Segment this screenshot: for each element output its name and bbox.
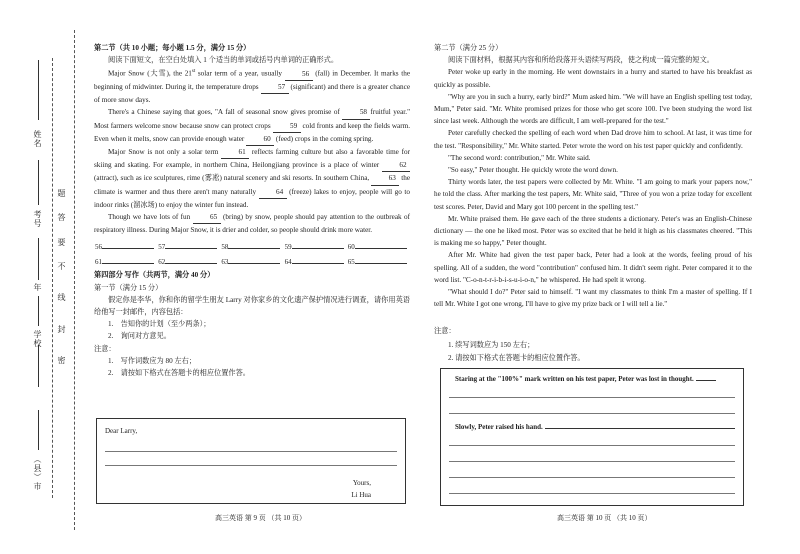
letter-answer-box[interactable]	[96, 418, 406, 504]
writing-line[interactable]	[105, 451, 397, 452]
answer-slot[interactable]: 58	[220, 239, 283, 254]
instruction: 阅读下面材料，根据其内容和所给段落开头语续写两段，使之构成一篇完整的短文。	[448, 56, 714, 65]
writing-line[interactable]	[449, 477, 735, 478]
right-column	[434, 42, 752, 310]
seal-word: 封	[57, 325, 66, 334]
continuation-answer-box[interactable]	[440, 368, 744, 506]
blank-56[interactable]: 56	[285, 68, 313, 81]
writing-line[interactable]	[449, 397, 735, 398]
section-title: 第二节（共 10 小题；每小题 1.5 分，满分 15 分）	[94, 44, 251, 52]
seal-word: 要	[57, 238, 66, 247]
blank-62[interactable]: 62	[382, 159, 410, 172]
outer-dashed-line	[52, 58, 53, 498]
answer-slot[interactable]: 61	[94, 254, 157, 269]
blank-58[interactable]: 58	[342, 106, 370, 119]
school-label: 学校	[33, 330, 42, 348]
story-paragraph: "The second word: contribution," Mr. White said.	[448, 153, 591, 162]
left-column	[94, 42, 410, 379]
answer-slot[interactable]: 62	[157, 254, 220, 269]
instruction: 阅读下面短文，在空白处填入 1 个适当的单词或括号内单词的正确形式。	[108, 56, 339, 65]
story-paragraph: "What should I do?" Peter said to himself. "I want my classmates to think I'm a master of spelling. If I tell Mr. White I got one wrong, I'll have to give my prize back or I will tell a lie."	[434, 288, 752, 309]
writing-line[interactable]	[449, 461, 735, 462]
seal-word: 密	[57, 356, 66, 365]
name-field[interactable]	[38, 60, 39, 120]
story-paragraph: "So easy," Peter thought. He quickly wrote the word down.	[448, 166, 618, 175]
page-footer: 高三英语 第 10 页 （共 10 页）	[557, 514, 652, 522]
task-item: 2. 询问对方意见。	[108, 332, 171, 341]
task-item: 1. 告知你的计划（至少两条）；	[108, 320, 211, 329]
page-footer: 高三英语 第 9 页 （共 10 页）	[215, 514, 306, 522]
blank-64[interactable]: 64	[259, 186, 287, 199]
seal-word: 题	[57, 189, 66, 198]
blank-65[interactable]: 65	[193, 211, 221, 224]
answer-slot[interactable]: 60	[347, 239, 410, 254]
letter-greeting: Dear Larry,	[105, 427, 138, 435]
exam-no-label: 考号	[33, 210, 42, 228]
letter-signature: Li Hua	[351, 491, 371, 499]
class-field[interactable]	[38, 296, 39, 326]
continuation-start-2: Slowly, Peter raised his hand.	[455, 423, 735, 431]
blank-57[interactable]: 57	[261, 81, 289, 94]
section-title: 第一节（满分 15 分）	[94, 283, 163, 292]
story-paragraph: Thirty words later, the test papers were collected by Mr. White. "I am going to mark your papers now," he told the class. After marking the test papers, Mr. White said, "Three of you won a prize today for excellent test scores. Peter, David and Mary got 100 percent in the spelling test."	[434, 178, 752, 211]
story-paragraph: After Mr. White had given the test paper back, Peter had a look at the words, feeling proud of his spelling. All of a sudden, the word "contribution" confused him. It didn't seem right. Peter compared it to the word list. "C-o-n-t-r-i-b-i-s-u-i-o-n," he whispered. He had spelt it wrong.	[434, 251, 752, 284]
story-paragraph: Peter woke up early in the morning. He went downstairs in a hurry and started to have his breakfast as quickly as possible.	[434, 68, 752, 89]
answer-slot[interactable]: 59	[284, 239, 347, 254]
story-paragraph: Mr. White praised them. He gave each of the three students a dictionary. Peter's was an English-Chinese dictionary — the one he liked most. Peter was so excited that he held it high as his classmates cheered. "This is making me so happy," Peter thought.	[434, 214, 752, 248]
note-item: 2. 请按如下格式在答题卡的相应位置作答。	[108, 369, 250, 378]
answer-slot[interactable]: 63	[220, 254, 283, 269]
answer-slot[interactable]: 65	[347, 254, 410, 269]
note-label: 注意：	[94, 344, 116, 353]
school-field[interactable]	[38, 345, 39, 387]
answer-slot[interactable]: 57	[157, 239, 220, 254]
paragraph: There's a Chinese saying that goes, "A fall of seasonal snow gives promise of 58 fruitful year." Most farmers welcome snow because snow can protect crops 59 cold fronts and keep the fields warm. Even when it melts, snow can provide enough water 60 (feed) crops in the coming spring.	[94, 106, 410, 146]
seal-word: 线	[57, 293, 66, 302]
story-paragraph: "Why are you in such a hurry, early bird?" Mum asked him. "We will have an English spelling test today, Mum," Peter said. "Mr. White promised prizes for those who get score 100. I've been studying the word list since last week. Although the words are difficult, I am well-prepared for the test."	[434, 92, 752, 126]
grade-field[interactable]	[38, 238, 39, 280]
blank-61[interactable]: 61	[221, 146, 249, 159]
paragraph: Though we have lots of fun 65 (bring) by snow, people should pay attention to the outbreak of respiratory illness. During Major Snow, it is drier and colder, so people should drink more water.	[94, 213, 410, 235]
seal-word: 答	[57, 213, 66, 222]
answer-slot[interactable]: 56	[94, 239, 157, 254]
answer-slot[interactable]: 64	[284, 254, 347, 269]
note-item: 1. 写作词数应为 80 左右；	[108, 356, 197, 365]
answer-grid	[94, 239, 410, 269]
note-label: 注意：	[434, 327, 456, 335]
note-item: 2. 请按如下格式在答题卡的相应位置作答。	[448, 354, 585, 362]
note-item: 1. 续写词数应为 150 左右；	[448, 341, 535, 349]
writing-line[interactable]	[449, 493, 735, 494]
name-label: 姓名	[33, 130, 42, 148]
story-paragraph: Peter carefully checked the spelling of each word when Dad drove him to school. At last, it was time for the test. "Responsibility," Mr. White started. Peter wrote the word on his test paper quickly and confidently.	[434, 129, 752, 150]
part-title: 第四部分 写作（共两节，满分 40 分）	[94, 271, 215, 280]
letter-closing: Yours,	[352, 479, 371, 487]
county-label: （县）市	[33, 455, 42, 491]
paragraph: Major Snow (大雪), the 21st solar term of a year, usually 56 (fall) in December. It marks the beginning of midwinter. During it, the temperature drops 57 (significant) and there is a greater chance of more snow days.	[94, 69, 411, 105]
writing-line[interactable]	[449, 445, 735, 446]
binding-margin	[0, 0, 82, 554]
blank-63[interactable]: 63	[371, 172, 399, 185]
writing-line[interactable]	[105, 465, 397, 466]
writing-task: 假定你是李华，你和你的留学生朋友 Larry 对你家乡的文化遗产保护情况进行调查，请你用英语给他写一封邮件，内容包括：	[94, 295, 410, 317]
continuation-start-1: Staring at the "100%" mark written on his test paper, Peter was lost in thought.	[455, 375, 735, 383]
paragraph: Major Snow is not only a solar term 61 reflects farming culture but also a favorable time for skiing and skating. For example, in northern China, Heilongjiang province is a place of winter 62 (attract), such as ice sculptures, rime (雾凇) natural scenery and ski resorts. In southern China, 63 the climate is warmer and thus there aren't many naturally 64 (freeze) lakes to enjoy, people will go to indoor rinks (溜冰场) to enjoy the winter fun instead.	[94, 148, 411, 209]
county-field[interactable]	[38, 410, 39, 450]
inner-dashed-line	[74, 30, 75, 530]
blank-59[interactable]: 59	[273, 120, 301, 133]
seal-word: 不	[57, 262, 66, 271]
writing-line[interactable]	[449, 413, 735, 414]
blank-60[interactable]: 60	[246, 133, 274, 146]
grade-label: 年	[33, 283, 42, 292]
section-title: 第二节（满分 25 分）	[434, 44, 503, 52]
exam-no-field[interactable]	[38, 160, 39, 205]
